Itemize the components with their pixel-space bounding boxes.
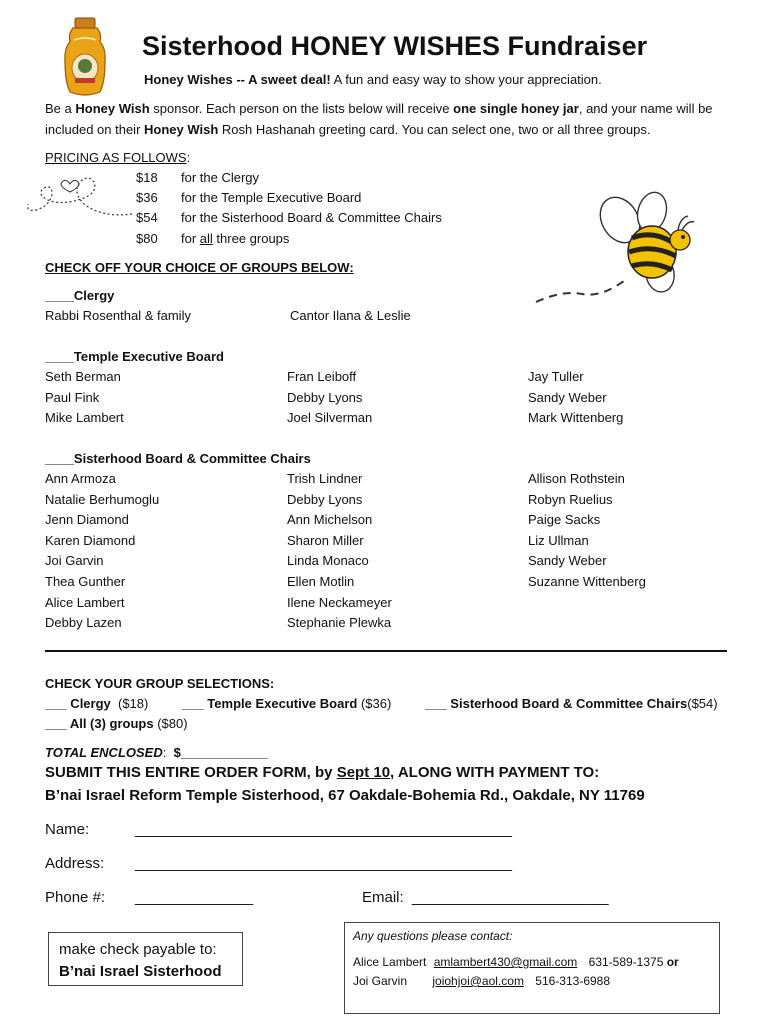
email-label: Email: xyxy=(362,889,404,906)
bee-icon xyxy=(532,190,702,310)
member-name: Mike Lambert xyxy=(45,410,124,426)
member-name: Sandy Weber xyxy=(528,389,607,405)
address-label: Address: xyxy=(45,855,105,872)
member-name: Ann Armoza xyxy=(45,471,116,486)
pricing-colon: : xyxy=(186,150,191,165)
intro-paragraph xyxy=(45,98,735,140)
choice-heading: CHECK OFF YOUR CHOICE OF GROUPS BELOW: xyxy=(45,260,354,275)
pricing-heading-text: PRICING AS FOLLOWS xyxy=(45,150,187,165)
member-name: Paul Fink xyxy=(45,389,100,405)
subtitle xyxy=(144,70,602,90)
submit-address: B’nai Israel Reform Temple Sisterhood, 67 Oakdale-Bohemia Rd., Oakdale, NY 11769 xyxy=(45,787,645,804)
member-name: Trish Lindner xyxy=(287,471,363,486)
select-clergy-price: ($18) xyxy=(110,696,149,711)
member-name: Paige Sacks xyxy=(528,512,601,528)
intro-bold: Honey Wish xyxy=(144,122,219,137)
intro-text: sponsor. Each person on the lists below will receive xyxy=(149,101,454,116)
member-name: Allison Rothstein xyxy=(528,471,625,486)
member-name: Debby Lyons xyxy=(287,491,363,507)
select-exec[interactable] xyxy=(182,694,391,714)
price-amount: $54 xyxy=(136,210,158,225)
member-name: Thea Gunther xyxy=(45,574,126,589)
intro-bold: Honey Wish xyxy=(75,101,150,116)
intro-text: Rosh Hashanah greeting card. You can select one, two or all three groups. xyxy=(218,122,651,137)
member-name: Sandy Weber xyxy=(528,553,607,569)
select-exec-label: ___ Temple Executive Board xyxy=(182,696,358,711)
member-name: Fran Leiboff xyxy=(287,369,357,384)
member-name: Ellen Motlin xyxy=(287,574,355,589)
price-desc: for the Clergy xyxy=(181,170,260,185)
price-desc-underlined: all xyxy=(199,231,213,246)
total-enclosed[interactable] xyxy=(45,743,268,763)
member-name: Karen Diamond xyxy=(45,532,136,548)
contact-row-1 xyxy=(353,953,679,971)
address-field[interactable]: ________________________________________________ xyxy=(135,855,512,872)
member-name: Mark Wittenberg xyxy=(528,410,624,426)
payable-line1: make check payable to: xyxy=(59,941,217,958)
page-title: Sisterhood HONEY WISHES Fundraiser xyxy=(142,31,648,61)
phone-field[interactable]: _______________ xyxy=(135,889,253,906)
select-all[interactable] xyxy=(45,714,188,734)
member-name: Stephanie Plewka xyxy=(287,615,392,631)
price-row xyxy=(136,208,442,228)
select-clergy-label: ___ Clergy xyxy=(45,696,111,711)
divider xyxy=(45,650,727,652)
email-field[interactable]: _________________________ xyxy=(412,889,609,906)
contact-name: Alice Lambert xyxy=(353,955,427,969)
member-name: Liz Ullman xyxy=(528,532,589,548)
member-name: Ilene Neckameyer xyxy=(287,594,392,610)
intro-text: , and your name will be included on their xyxy=(45,101,713,137)
member-name: Debby Lyons xyxy=(287,389,363,405)
member-name: Suzanne Wittenberg xyxy=(528,574,646,589)
contact-phone: 516-313-6988 xyxy=(535,974,611,988)
group-executive-board-checkbox[interactable]: ____Temple Executive Board xyxy=(45,349,224,364)
pricing-heading xyxy=(45,148,190,168)
name-field[interactable]: ________________________________________________ xyxy=(135,821,512,838)
price-amount: $36 xyxy=(136,190,158,205)
total-label: TOTAL ENCLOSED xyxy=(45,745,163,760)
intro-bold: one single honey jar xyxy=(453,101,579,116)
select-clergy[interactable] xyxy=(45,694,148,714)
member-name: Natalie Berhumoglu xyxy=(45,491,160,507)
member-name: Seth Berman xyxy=(45,369,121,384)
select-sisterhood-label: ___ Sisterhood Board & Committee Chairs xyxy=(425,696,688,711)
selections-heading: CHECK YOUR GROUP SELECTIONS: xyxy=(45,676,275,691)
phone-label: Phone #: xyxy=(45,889,106,906)
price-desc: three groups xyxy=(212,231,290,246)
contact-email-link[interactable]: joiohjoi@aol.com xyxy=(432,974,524,988)
member-name: Debby Lazen xyxy=(45,615,122,631)
select-all-price: ($80) xyxy=(153,716,188,731)
select-all-label: ___ All (3) groups xyxy=(45,716,154,731)
member-name: Sharon Miller xyxy=(287,532,364,548)
member-name: Cantor Ilana & Leslie xyxy=(290,308,411,323)
contact-row-2 xyxy=(353,972,610,990)
select-sisterhood[interactable] xyxy=(425,694,718,714)
submit-deadline: Sept 10 xyxy=(336,764,391,781)
price-desc: for xyxy=(181,231,200,246)
price-amount: $80 xyxy=(136,231,158,246)
price-row xyxy=(136,188,361,208)
member-name: Ann Michelson xyxy=(287,512,373,528)
member-name: Robyn Ruelius xyxy=(528,491,613,507)
member-name: Linda Monaco xyxy=(287,553,369,569)
submit-text: , ALONG WITH PAYMENT TO: xyxy=(390,764,600,781)
contact-phone: 631-589-1375 xyxy=(588,955,664,969)
swirl-doodle-icon xyxy=(22,170,134,228)
member-name: Alice Lambert xyxy=(45,594,125,610)
intro-text: Be a xyxy=(45,101,76,116)
member-name: Joel Silverman xyxy=(287,410,373,426)
contact-email-link[interactable]: amlambert430@gmail.com xyxy=(433,955,578,969)
contact-heading: Any questions please contact: xyxy=(353,929,513,943)
payable-line2: B’nai Israel Sisterhood xyxy=(59,963,222,980)
price-desc: for the Temple Executive Board xyxy=(181,190,362,205)
subtitle-bold: Honey Wishes -- A sweet deal! xyxy=(144,72,331,87)
member-name: Rabbi Rosenthal & family xyxy=(45,308,191,323)
group-clergy-checkbox[interactable]: ____Clergy xyxy=(45,288,115,303)
select-sisterhood-price: ($54) xyxy=(687,696,718,711)
name-label: Name: xyxy=(45,821,90,838)
price-row xyxy=(136,168,259,188)
subtitle-rest: A fun and easy way to show your appreciation. xyxy=(330,72,602,87)
member-name: Jenn Diamond xyxy=(45,512,129,528)
total-colon: : xyxy=(162,745,174,760)
group-sisterhood-board-checkbox[interactable]: ____Sisterhood Board & Committee Chairs xyxy=(45,451,311,466)
price-desc: for the Sisterhood Board & Committee Chairs xyxy=(181,210,442,225)
contact-or: or xyxy=(663,955,679,969)
total-line: $____________ xyxy=(173,745,268,760)
price-amount: $18 xyxy=(136,170,158,185)
submit-text: SUBMIT THIS ENTIRE ORDER FORM, by xyxy=(45,764,337,781)
member-name: Jay Tuller xyxy=(528,369,584,384)
price-row xyxy=(136,229,289,249)
honey-jar-icon xyxy=(60,16,110,98)
payable-box xyxy=(48,932,243,986)
member-name: Joi Garvin xyxy=(45,553,104,569)
submit-instructions xyxy=(45,764,599,781)
contact-name: Joi Garvin xyxy=(353,974,408,988)
select-exec-price: ($36) xyxy=(357,696,392,711)
